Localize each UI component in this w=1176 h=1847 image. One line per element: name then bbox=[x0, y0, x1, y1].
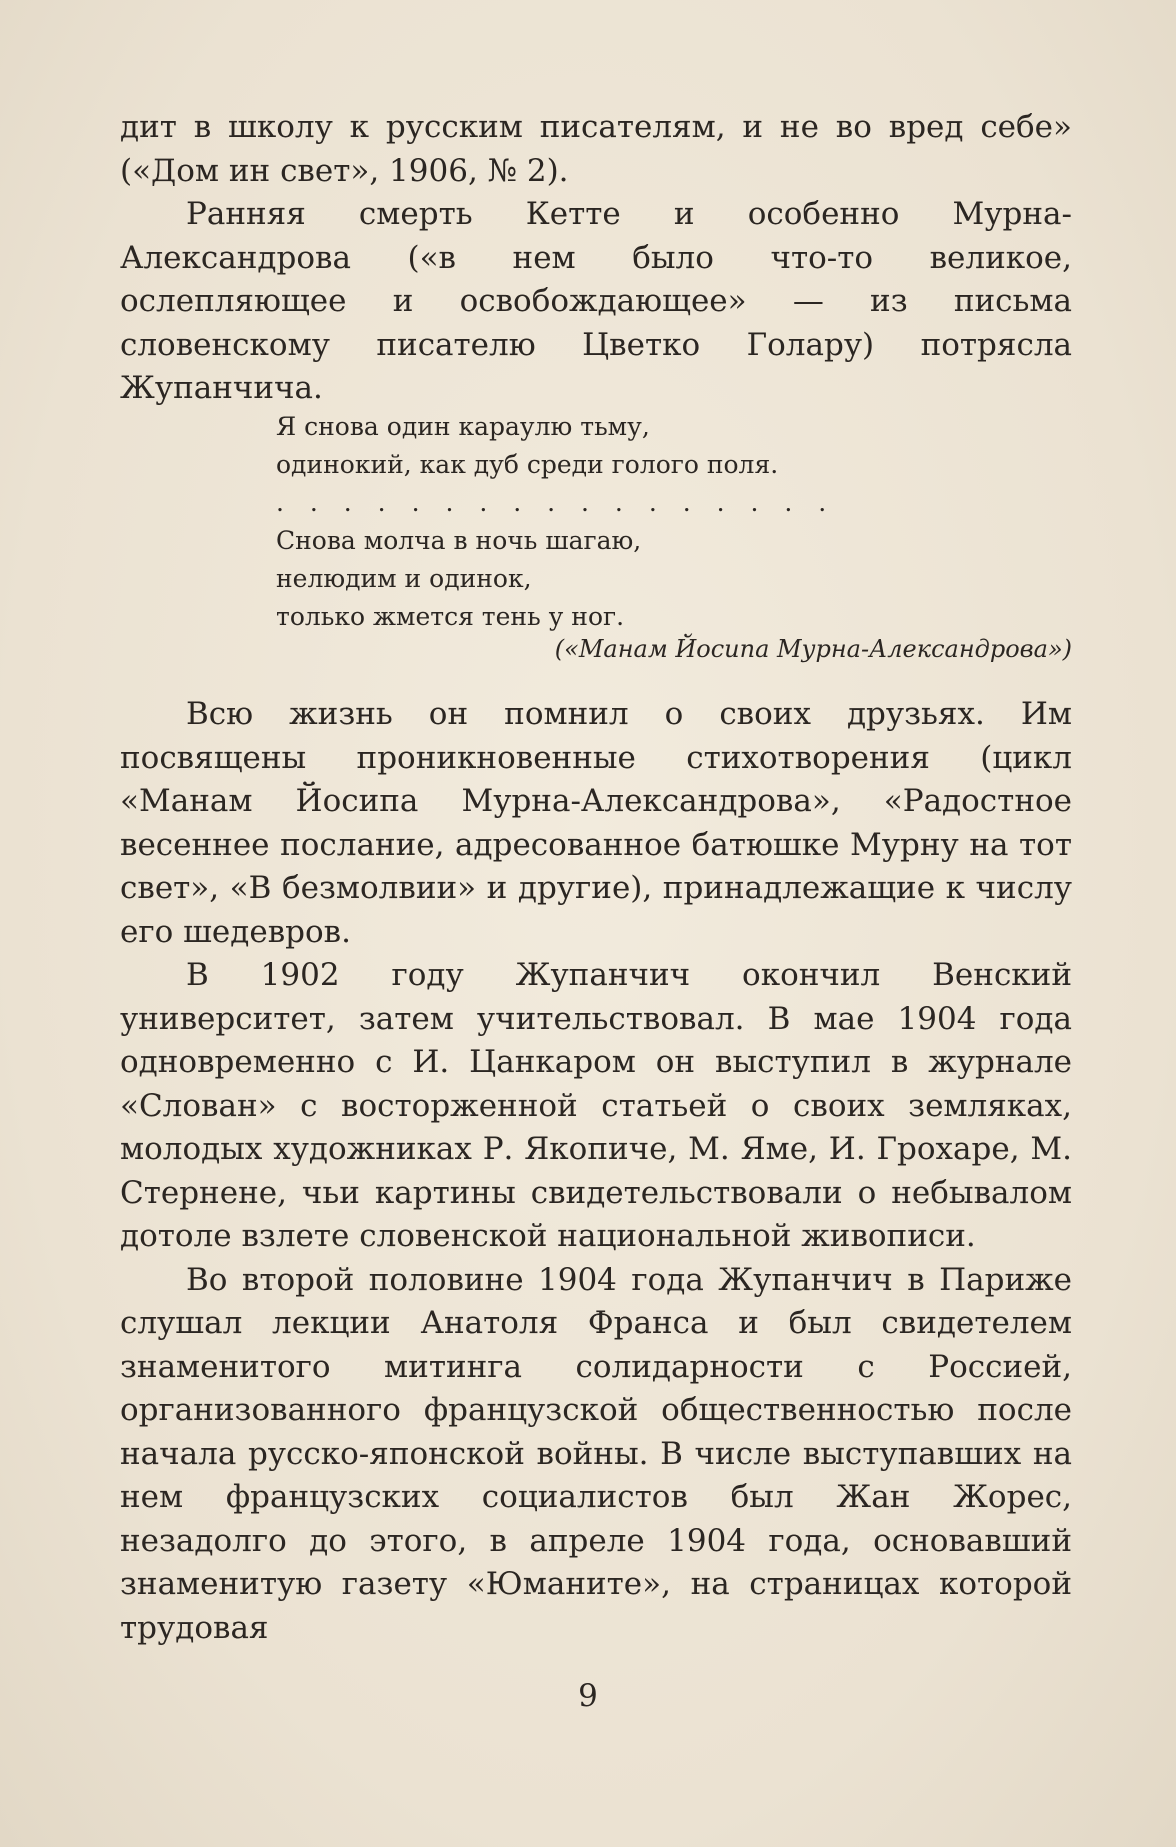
poem-line: одинокий, как дуб среди голого поля. bbox=[276, 450, 779, 479]
paragraph-friends: Всю жизнь он помнил о своих друзьях. Им посвящены проникновенные стихотворения (цикл «Манам Йосипа Мурна-Александрова», «Радостное весеннее послание, адресованное батюшке Мурну на тот свет», «В безмолвии» и другие), принадлежащие к числу его шедевров. bbox=[120, 696, 1072, 950]
paragraph-early-death: Ранняя смерть Кетте и особенно Мурна-Александрова («в нем было что-то великое, ослепляющее и освобождающее» — из письма словенскому писателю Цветко Голару) потрясла Жупанчича. bbox=[120, 196, 1072, 406]
poem-line: Я снова один караулю тьму, bbox=[276, 412, 650, 441]
paragraph-continuation: дит в школу к русским писателям, и не во вред себе» («Дом ин свет», 1906, № 2). bbox=[120, 109, 1072, 189]
page-number: 9 bbox=[578, 1678, 598, 1714]
poem-ellipsis: . . . . . . . . . . . . . . . . . bbox=[276, 488, 836, 517]
poem-line: нелюдим и одинок, bbox=[276, 564, 532, 593]
paragraph-university: В 1902 году Жупанчич окончил Венский университет, затем учительствовал. В мае 1904 года одновременно с И. Цанкаром он выступил в журнале «Слован» с восторженной статьей о своих земляках, молодых художниках Р. Якопиче, М. Яме, И. Грохаре, М. Стернене, чьи картины свидетельствовали о небывалом дотоле взлете словенской национальной живописи. bbox=[120, 957, 1072, 1254]
bottom-text-block bbox=[120, 693, 1072, 1650]
poem-line: только жмется тень у ног. bbox=[276, 602, 625, 631]
poem-line: Снова молча в ночь шагаю, bbox=[276, 526, 642, 555]
top-text-block bbox=[120, 106, 1072, 411]
poem-excerpt bbox=[276, 408, 1076, 636]
poem-source-citation: («Манам Йосипа Мурна-Александрова») bbox=[554, 635, 1072, 663]
paragraph-paris: Во второй половине 1904 года Жупанчич в Париже слушал лекции Анатоля Франса и был свидетелем знаменитого митинга солидарности с Россией, организованного французской общественностью после начала русско-японской войны. В числе выступавших на нем французских социалистов был Жан Жорес, незадолго до этого, в апреле 1904 года, основавший знаменитую газету «Юманите», на страницах которой трудовая bbox=[120, 1261, 1072, 1646]
